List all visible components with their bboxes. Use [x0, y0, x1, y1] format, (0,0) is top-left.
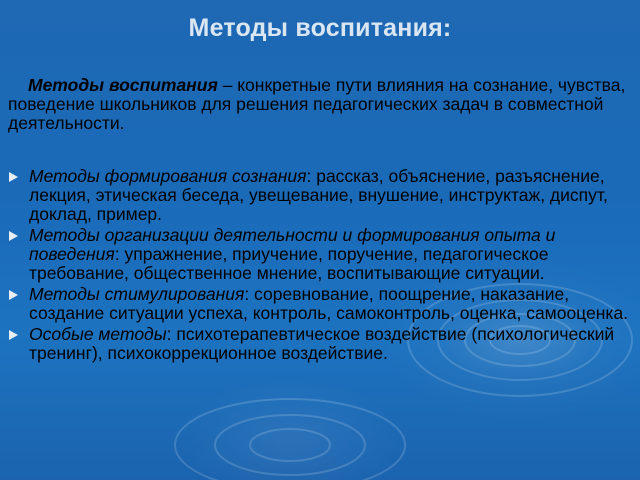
method-items: : психотерапевтическое воздействие (психологический тренинг), психокоррекционное воздействие. — [29, 324, 615, 363]
method-category: Методы формирования сознания — [29, 166, 307, 186]
list-item — [8, 285, 633, 323]
triangle-bullet-icon — [9, 290, 18, 300]
triangle-bullet-icon — [9, 231, 18, 241]
intro-paragraph — [8, 76, 628, 133]
intro-definition: – конкретные пути влияния на сознание, чувства, поведение школьников для решения педагогических задач в совместной деятельности. — [8, 75, 626, 133]
slide-title: Методы воспитания: — [188, 14, 452, 42]
triangle-bullet-icon — [9, 330, 18, 340]
methods-list — [8, 167, 633, 365]
triangle-bullet-icon — [9, 172, 18, 182]
method-category: Методы организации деятельности и формирования опыта и поведения — [29, 225, 556, 264]
method-items: : соревнование, поощрение, наказание, создание ситуации успеха, контроль, самоконтроль, оценка, самооценка. — [29, 284, 629, 323]
list-item — [8, 325, 633, 363]
intro-term: Методы воспитания — [28, 75, 218, 95]
method-items: : упражнение, приучение, поручение, педагогическое требование, общественное мнение, воспитывающие ситуации. — [29, 244, 549, 283]
method-category: Методы стимулирования — [29, 284, 245, 304]
method-category: Особые методы — [29, 324, 167, 344]
method-items: : рассказ, объяснение, разъяснение, лекция, этическая беседа, увещевание, внушение, инструктаж, диспут, доклад, пример. — [29, 166, 608, 224]
list-item — [8, 226, 633, 283]
list-item — [8, 167, 633, 224]
